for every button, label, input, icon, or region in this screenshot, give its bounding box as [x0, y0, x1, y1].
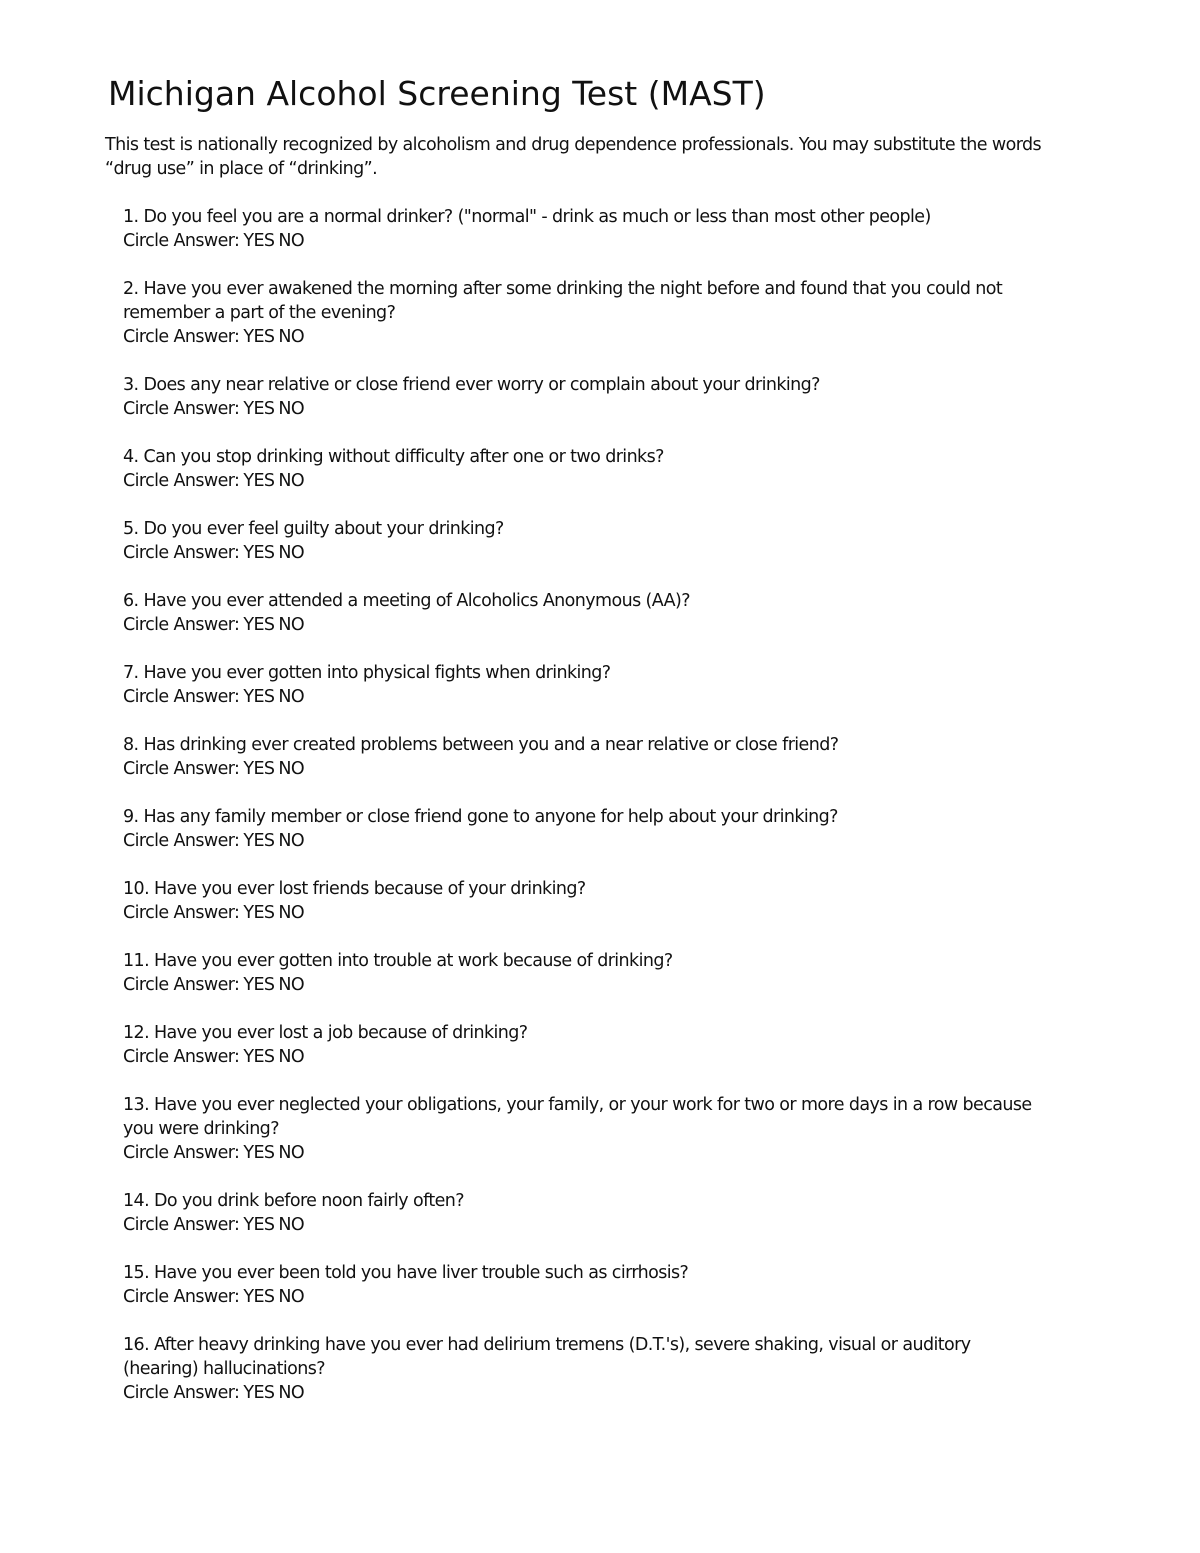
answer-no: NO — [278, 543, 305, 563]
question-text: 9. Has any family member or close friend gone to anyone for help about your drinking? — [123, 807, 838, 827]
question-item — [123, 1189, 1043, 1237]
question-item — [123, 277, 1043, 349]
answer-line — [123, 397, 1043, 421]
answer-label: Circle Answer: — [123, 327, 240, 347]
answer-label: Circle Answer: — [123, 1215, 240, 1235]
answer-line — [123, 229, 1043, 253]
answer-yes: YES — [243, 327, 275, 347]
question-item — [123, 373, 1043, 421]
answer-line — [123, 469, 1043, 493]
answer-yes: YES — [243, 831, 275, 851]
answer-no: NO — [278, 399, 305, 419]
answer-line — [123, 973, 1043, 997]
answer-label: Circle Answer: — [123, 471, 240, 491]
question-item — [123, 661, 1043, 709]
answer-no: NO — [278, 1287, 305, 1307]
answer-no: NO — [278, 327, 305, 347]
answer-yes: YES — [243, 1287, 275, 1307]
question-item — [123, 733, 1043, 781]
answer-line — [123, 1381, 1043, 1405]
answer-yes: YES — [243, 399, 275, 419]
answer-label: Circle Answer: — [123, 615, 240, 635]
answer-yes: YES — [243, 1383, 275, 1403]
document-title: Michigan Alcohol Screening Test (MAST) — [108, 74, 766, 113]
question-text: 14. Do you drink before noon fairly often? — [123, 1191, 464, 1211]
question-item — [123, 589, 1043, 637]
question-text: 11. Have you ever gotten into trouble at work because of drinking? — [123, 951, 673, 971]
question-item — [123, 1261, 1043, 1309]
answer-line — [123, 757, 1043, 781]
answer-yes: YES — [243, 471, 275, 491]
intro-paragraph: This test is nationally recognized by alcoholism and drug dependence professionals. You may substitute the words “drug use” in place of “drinking”. — [105, 135, 1042, 179]
question-item — [123, 445, 1043, 493]
answer-label: Circle Answer: — [123, 1287, 240, 1307]
answer-label: Circle Answer: — [123, 399, 240, 419]
answer-line — [123, 1141, 1043, 1165]
answer-line — [123, 901, 1043, 925]
answer-no: NO — [278, 687, 305, 707]
question-item — [123, 517, 1043, 565]
question-text: 15. Have you ever been told you have liver trouble such as cirrhosis? — [123, 1263, 689, 1283]
answer-label: Circle Answer: — [123, 903, 240, 923]
answer-label: Circle Answer: — [123, 1383, 240, 1403]
answer-no: NO — [278, 615, 305, 635]
question-text: 4. Can you stop drinking without difficulty after one or two drinks? — [123, 447, 664, 467]
answer-yes: YES — [243, 615, 275, 635]
question-text: 16. After heavy drinking have you ever had delirium tremens (D.T.'s), severe shaking, visual or auditory (hearing) hallucinations? — [123, 1335, 971, 1379]
answer-label: Circle Answer: — [123, 543, 240, 563]
answer-label: Circle Answer: — [123, 831, 240, 851]
question-item — [123, 1333, 1043, 1405]
answer-yes: YES — [243, 903, 275, 923]
answer-no: NO — [278, 1143, 305, 1163]
answer-yes: YES — [243, 231, 275, 251]
question-item — [123, 1093, 1043, 1165]
question-text: 7. Have you ever gotten into physical fights when drinking? — [123, 663, 611, 683]
question-item — [123, 949, 1043, 997]
question-text: 12. Have you ever lost a job because of drinking? — [123, 1023, 528, 1043]
answer-label: Circle Answer: — [123, 1143, 240, 1163]
answer-yes: YES — [243, 543, 275, 563]
question-text: 13. Have you ever neglected your obligations, your family, or your work for two or more days in a row because you were drinking? — [123, 1095, 1032, 1139]
question-text: 5. Do you ever feel guilty about your drinking? — [123, 519, 504, 539]
answer-no: NO — [278, 831, 305, 851]
question-text: 3. Does any near relative or close friend ever worry or complain about your drinking? — [123, 375, 820, 395]
answer-yes: YES — [243, 759, 275, 779]
question-item — [123, 877, 1043, 925]
answer-label: Circle Answer: — [123, 687, 240, 707]
answer-no: NO — [278, 1215, 305, 1235]
question-text: 2. Have you ever awakened the morning after some drinking the night before and found that you could not remember a part of the evening? — [123, 279, 1003, 323]
answer-yes: YES — [243, 1143, 275, 1163]
answer-no: NO — [278, 231, 305, 251]
answer-line — [123, 829, 1043, 853]
answer-line — [123, 541, 1043, 565]
question-item — [123, 805, 1043, 853]
answer-line — [123, 685, 1043, 709]
answer-yes: YES — [243, 1215, 275, 1235]
question-item — [123, 205, 1043, 253]
answer-no: NO — [278, 975, 305, 995]
answer-no: NO — [278, 759, 305, 779]
answer-line — [123, 613, 1043, 637]
answer-no: NO — [278, 1383, 305, 1403]
answer-line — [123, 1045, 1043, 1069]
question-text: 1. Do you feel you are a normal drinker? ("normal" - drink as much or less than most other people) — [123, 207, 931, 227]
answer-line — [123, 325, 1043, 349]
question-list — [123, 205, 1043, 1429]
answer-label: Circle Answer: — [123, 1047, 240, 1067]
answer-yes: YES — [243, 687, 275, 707]
answer-no: NO — [278, 1047, 305, 1067]
question-item — [123, 1021, 1043, 1069]
answer-line — [123, 1285, 1043, 1309]
question-text: 10. Have you ever lost friends because of your drinking? — [123, 879, 586, 899]
answer-no: NO — [278, 903, 305, 923]
answer-label: Circle Answer: — [123, 231, 240, 251]
question-text: 8. Has drinking ever created problems between you and a near relative or close friend? — [123, 735, 839, 755]
question-text: 6. Have you ever attended a meeting of Alcoholics Anonymous (AA)? — [123, 591, 690, 611]
answer-label: Circle Answer: — [123, 975, 240, 995]
answer-yes: YES — [243, 1047, 275, 1067]
answer-line — [123, 1213, 1043, 1237]
answer-label: Circle Answer: — [123, 759, 240, 779]
answer-no: NO — [278, 471, 305, 491]
answer-yes: YES — [243, 975, 275, 995]
